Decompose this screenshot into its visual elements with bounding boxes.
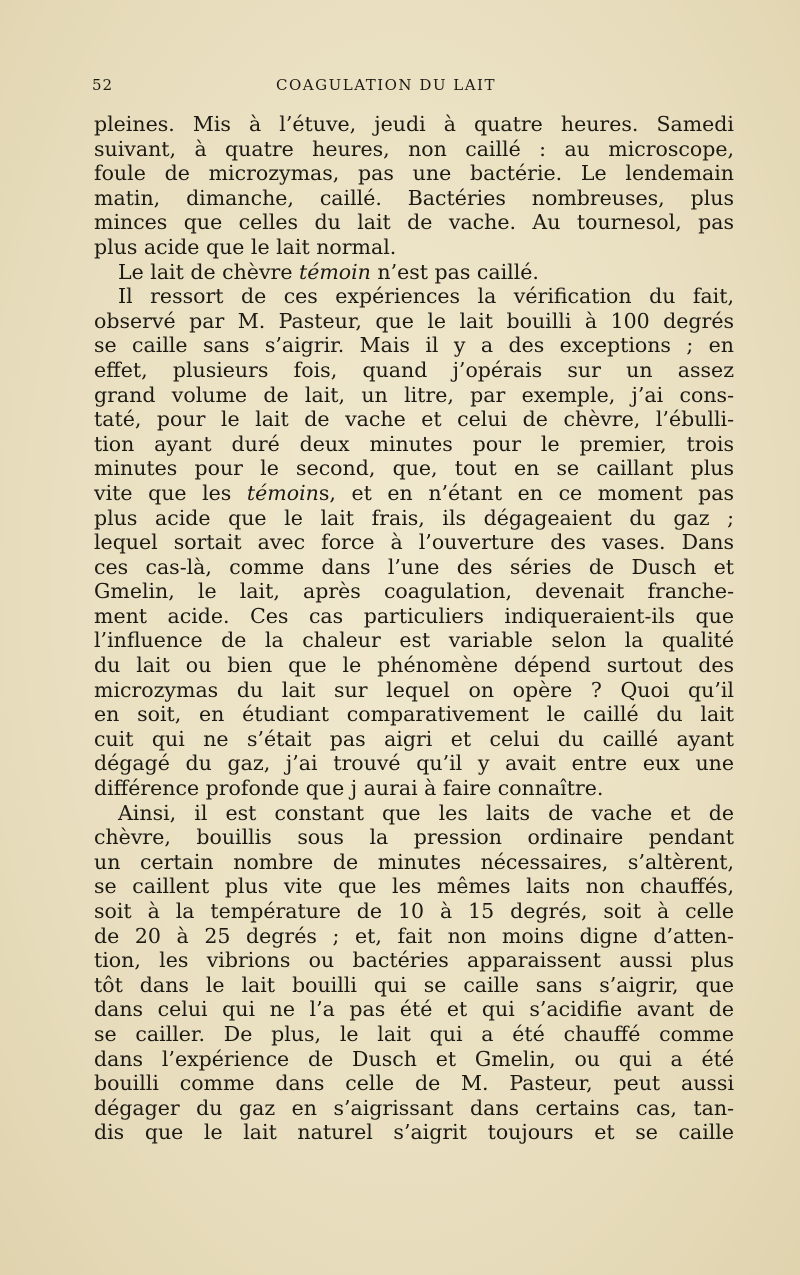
text-line: tôt dans le lait bouilli qui se caille sans s’aigrir, que — [94, 972, 734, 997]
page-header — [92, 76, 732, 100]
text-line: se caillent plus vite que les mêmes laits non chauffés, — [94, 874, 734, 899]
text-line: du lait ou bien que le phénomène dépend surtout des — [94, 653, 734, 678]
text-line: minutes pour le second, que, tout en se caillant plus — [94, 456, 734, 481]
text-line: foule de microzymas, pas une bactérie. Le lendemain — [94, 161, 734, 186]
text-line: grand volume de lait, un litre, par exemple, j’ai cons- — [94, 382, 734, 407]
running-title: COAGULATION DU LAIT — [276, 76, 496, 94]
text-line: minces que celles du lait de vache. Au tournesol, pas — [94, 210, 734, 235]
text-line: soit à la température de 10 à 15 degrés, soit à celle — [94, 899, 734, 923]
text-line: cuit qui ne s’était pas aigri et celui du caillé ayant — [94, 726, 734, 751]
text-line: en soit, en étudiant comparativement le caillé du lait — [94, 702, 734, 727]
text-line: chèvre, bouillis sous la pression ordinaire pendant — [94, 825, 734, 850]
text-line: microzymas du lait sur lequel on opère ? Quoi qu’il — [94, 677, 734, 702]
text-line: Ainsi, il est constant que les laits de vache et de — [118, 800, 734, 825]
text-line: vite que les témoins, et en n’étant en ce moment pas — [94, 480, 734, 505]
text-line: dégager du gaz en s’aigrissant dans certains cas, tan- — [94, 1095, 734, 1120]
text-line: se caille sans s’aigrir. Mais il y a des exceptions ; en — [94, 333, 734, 358]
text-line: bouilli comme dans celle de M. Pasteur, peut aussi — [94, 1071, 734, 1096]
text-line: Il ressort de ces expériences la vérification du fait, — [118, 284, 734, 309]
text-line: dégagé du gaz, j’ai trouvé qu’il y avait entre eux une — [94, 751, 734, 776]
text-line: taté, pour le lait de vache et celui de chèvre, l’ébulli- — [94, 407, 734, 432]
body-text — [94, 112, 734, 1145]
text-line: un certain nombre de minutes nécessaires, s’altèrent, — [94, 849, 734, 874]
text-line: suivant, à quatre heures, non caillé : au microscope, — [94, 136, 734, 161]
text-line: dans celui qui ne l’a pas été et qui s’acidifie avant de — [94, 997, 734, 1022]
text-line: matin, dimanche, caillé. Bactéries nombreuses, plus — [94, 185, 734, 210]
text-line: de 20 à 25 degrés ; et, fait non moins digne d’atten- — [94, 923, 734, 948]
text-line: ment acide. Ces cas particuliers indiqueraient-ils que — [94, 603, 734, 628]
text-line: dis que le lait naturel s’aigrit toujours et se caille — [94, 1120, 734, 1145]
text-line: plus acide que le lait normal. — [94, 234, 397, 259]
italic-word: témoin — [298, 259, 371, 284]
italic-word: témoin — [246, 480, 319, 505]
text-line: Le lait de chèvre témoin n’est pas caillé. — [118, 259, 539, 284]
page-number: 52 — [92, 76, 114, 94]
text-line: ces cas-là, comme dans l’une des séries de Dusch et — [94, 554, 734, 579]
text-line: Gmelin, le lait, après coagulation, devenait franche- — [94, 579, 734, 604]
text-line: tion ayant duré deux minutes pour le premier, trois — [94, 431, 734, 456]
text-line: tion, les vibrions ou bactéries apparaissent aussi plus — [94, 948, 734, 973]
text-line: l’influence de la chaleur est variable selon la qualité — [94, 628, 734, 653]
text-line: observé par M. Pasteur, que le lait bouilli à 100 degrés — [94, 308, 734, 333]
text-line: pleines. Mis à l’étuve, jeudi à quatre heures. Samedi — [94, 112, 734, 136]
text-line: plus acide que le lait frais, ils dégageaient du gaz ; — [94, 505, 734, 530]
text-line: effet, plusieurs fois, quand j’opérais sur un assez — [94, 357, 734, 382]
text-line: lequel sortait avec force à l’ouverture des vases. Dans — [94, 530, 734, 555]
text-line: se cailler. De plus, le lait qui a été chauffé comme — [94, 1021, 734, 1046]
text-line: dans l’expérience de Dusch et Gmelin, ou qui a été — [94, 1046, 734, 1071]
text-line: différence profonde que j aurai à faire connaître. — [94, 776, 604, 801]
